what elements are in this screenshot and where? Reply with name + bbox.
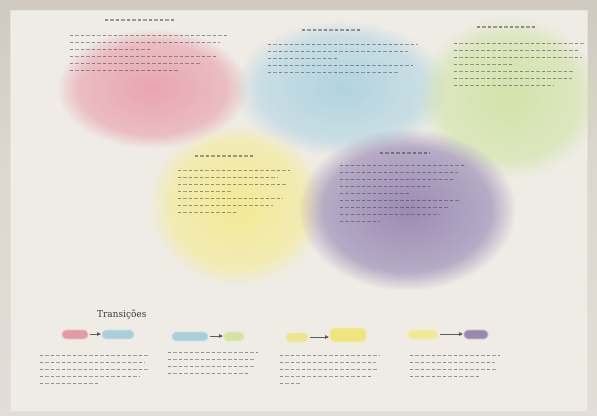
transition-4-arrow [440,334,462,335]
red-cluster-heading [105,19,175,27]
transition-1-from [62,330,88,339]
paper-sheet [10,10,588,412]
red-cluster-text [70,35,228,77]
transition-4-to [464,330,488,339]
yellow-cluster-heading [195,155,253,163]
transitions-title: Transições [97,310,147,320]
transition-3-to [330,328,366,342]
green-cluster-heading [477,26,537,34]
transition-2-notes [168,352,258,380]
transition-4-from [408,330,438,339]
green-cluster-text [454,43,584,92]
transition-1-to [102,330,134,339]
blue-cluster-heading [302,29,360,37]
purple-cluster-text [340,165,465,228]
purple-cluster-heading [380,152,430,160]
transition-4-notes [410,355,500,383]
transition-3-notes [280,355,380,390]
transition-1-arrow [90,334,100,335]
transition-2-from [172,332,208,341]
transition-1-notes [40,355,150,390]
transition-2-to [224,332,244,341]
blue-cluster-text [268,44,418,79]
yellow-cluster-text [178,170,290,219]
transition-3-arrow [310,337,328,338]
transition-3-from [286,333,308,342]
transition-2-arrow [210,336,222,337]
